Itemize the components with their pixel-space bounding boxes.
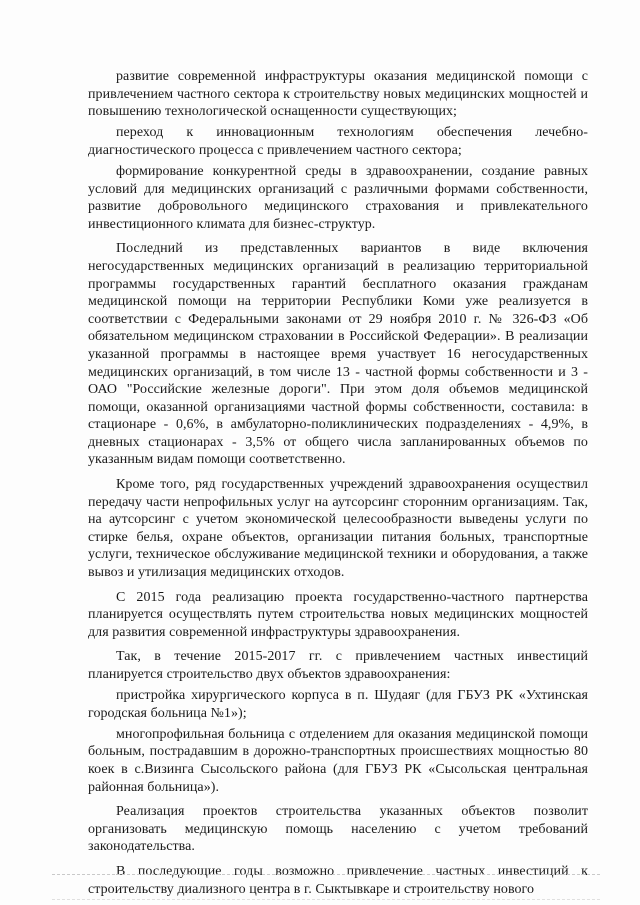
paragraph: пристройка хирургического корпуса в п. Шудаяг (для ГБУЗ РК «Ухтинская городская больница №1»); bbox=[88, 688, 588, 721]
document-body bbox=[88, 68, 588, 902]
paragraph: переход к инновационным технологиям обеспечения лечебно-диагностического процесса с привлечением частного сектора; bbox=[88, 125, 588, 158]
paragraph: Реализация проектов строительства указанных объектов позволит организовать медицинскую помощь населению с учетом требований законодательства. bbox=[88, 804, 588, 855]
scan-edge-line bbox=[52, 874, 600, 875]
paragraph: С 2015 года реализацию проекта государственно-частного партнерства планируется осуществлять путем строительства новых медицинских мощностей для развития современной инфраструктуры здравоохранения. bbox=[88, 589, 588, 640]
paragraph: Последний из представленных вариантов в виде включения негосударственных медицинских организаций в реализацию территориальной программы государственных гарантий бесплатного оказания гражданам медицинской помощи на территории Республики Коми уже реализуется в соответствии с Федеральными законами от 29 ноября 2010 г. № 326-ФЗ «Об обязательном медицинском страховании в Российской Федерации». В реализации указанной программы в настоящее время участвует 16 негосударственных медицинских организаций, в том числе 13 - частной формы собственности и 3 - ОАО "Российские железные дороги". При этом доля объемов медицинской помощи, оказанной организациями частной формы собственности, составила: в стационаре - 0,6%, в амбулаторно-поликлинических подразделениях - 4,9%, в дневных стационарах - 3,5% от общего числа запланированных объемов по указанным видам помощи соответственно. bbox=[88, 241, 588, 468]
paragraph: В последующие годы возможно привлечение частных инвестиций к строительству диализного центра в г. Сыктывкаре и строительству нового bbox=[88, 863, 588, 897]
paragraph: Так, в течение 2015-2017 гг. с привлечением частных инвестиций планируется строительство двух объектов здравоохранения: bbox=[88, 649, 588, 682]
paragraph: развитие современной инфраструктуры оказания медицинской помощи с привлечением частного сектора к строительству новых медицинских мощностей и повышению технологической оснащенности существующих; bbox=[88, 69, 588, 120]
scan-edge-line bbox=[52, 899, 600, 900]
paragraph: формирование конкурентной среды в здравоохранении, создание равных условий для медицинских организаций с различными формами собственности, развитие добровольного медицинского страхования и привлекательного инвестиционного климата для бизнес-структур. bbox=[88, 163, 588, 232]
paragraph: Кроме того, ряд государственных учреждений здравоохранения осуществил передачу части непрофильных услуг на аутсорсинг сторонним организациям. Так, на аутсорсинг с учетом экономической целесообразности выведены услуги по стирке белья, охране объектов, организации питания больных, транспортные услуги, техническое обслуживание медицинской техники и оборудования, а также вывоз и утилизация медицинских отходов. bbox=[88, 477, 588, 581]
paragraph: многопрофильная больница с отделением для оказания медицинской помощи больным, пострадавшим в дорожно-транспортных происшествиях мощностью 80 коек в с.Визинга Сысольского района (для ГБУЗ РК «Сысольская центральная районная больница»). bbox=[88, 726, 588, 795]
